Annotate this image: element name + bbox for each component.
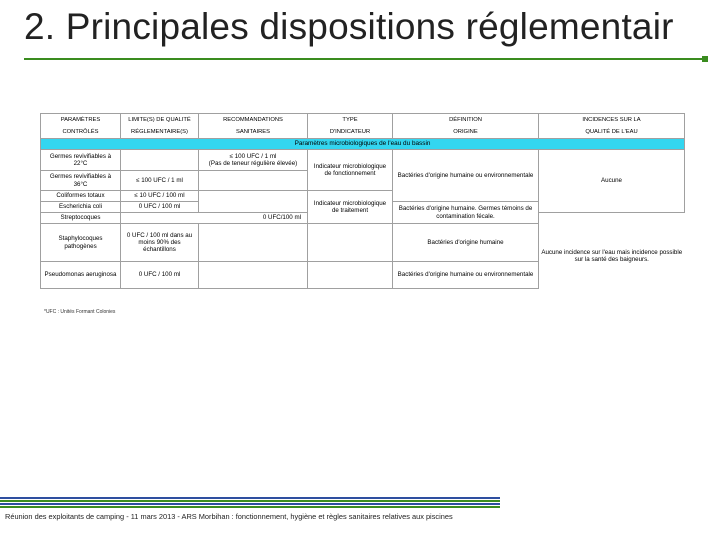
rec-germes-22 [199,150,308,171]
slide-title: 2. Principales dispositions réglementair [24,6,674,47]
type-staph [308,224,393,262]
param-germes-36: Germes revivifiables à 36°C [41,171,121,191]
section-band-row [41,139,685,150]
rec-coliformes [199,191,308,202]
header-reglementaires: RÉGLEMENTAIRE(S) [121,126,199,139]
title-underline [24,58,705,60]
def-germes: Bactéries d'origine humaine ou environnementale [393,150,539,202]
header-origine: ORIGINE [393,126,539,139]
incidence-aucune: Aucune [539,150,685,213]
footer-stripe [0,506,500,508]
param-germes-22: Germes revivifiables à 22°C [41,150,121,171]
param-strepto: Streptocoques [41,213,121,224]
limit-ecoli: 0 UFC / 100 ml [121,202,199,213]
rec-pseudo [199,262,308,289]
def-fecal: Bactéries d'origine humaine. Germes témoins de contamination fécale. [393,202,539,224]
limit-germes-22 [121,150,199,171]
rec-germes-22-note: (Pas de teneur régulière élevée) [208,160,298,167]
footer-stripe [0,497,500,499]
param-ecoli: Escherichia coli [41,202,121,213]
limit-coliformes: ≤ 10 UFC / 100 ml [121,191,199,202]
table-row [41,224,685,262]
title-underline-end-marker [702,56,708,62]
limit-germes-36: ≤ 100 UFC / 1 ml [121,171,199,191]
header-indicateur: D'INDICATEUR [308,126,393,139]
def-pseudo: Bactéries d'origine humaine ou environnementale [393,262,539,289]
param-pseudo: Pseudomonas aeruginosa [41,262,121,289]
type-pseudo [308,262,393,289]
header-row-2 [41,126,685,139]
header-qualite-eau: QUALITÉ DE L'EAU [539,126,685,139]
header-sanitaires: SANITAIRES [199,126,308,139]
header-incidences: INCIDENCES SUR LA [539,114,685,127]
rec-staph [199,224,308,262]
header-row-1 [41,114,685,127]
header-recommandations: RECOMMANDATIONS [199,114,308,127]
type-traitement: Indicateur microbiologique de traitement [308,191,393,224]
footnote: *UFC : Unités Formant Colonies [44,309,116,315]
limit-pseudo: 0 UFC / 100 ml [121,262,199,289]
regulation-table [40,113,685,289]
slide-footer: Réunion des exploitants de camping - 11 mars 2013 - ARS Morbihan : fonctionnement, hygiène et règles sanitaires relatives aux piscines [5,512,453,521]
param-coliformes: Coliformes totaux [41,191,121,202]
def-staph: Bactéries d'origine humaine [393,224,539,262]
rec-ecoli [199,202,308,213]
limit-staph: 0 UFC / 100 ml dans au moins 90% des échantillons [121,224,199,262]
header-definition: DÉFINITION [393,114,539,127]
rec-germes-36 [199,171,308,191]
header-limites: LIMITE(S) DE QUALITÉ [121,114,199,127]
incidence-staph: Aucune incidence sur l'eau mais incidence possible sur la santé des baigneurs. [541,248,683,263]
type-fonctionnement: Indicateur microbiologique de fonctionnement [308,150,393,191]
header-type: TYPE [308,114,393,127]
footer-stripe [0,500,500,502]
param-staph: Staphylocoques pathogènes [41,224,121,262]
footer-stripe [0,503,500,505]
footer-decoration [0,497,500,509]
header-parametres: PARAMÈTRES [41,114,121,127]
header-controles: CONTRÔLÉS [41,126,121,139]
rec-germes-22-value: ≤ 100 UFC / 1 ml [229,152,277,160]
section-band: Paramètres microbiologiques de l'eau du bassin [41,139,685,150]
incidence-strepto [539,213,685,224]
table-row [41,150,685,171]
rec-strepto: 0 UFC/100 ml [121,213,308,224]
